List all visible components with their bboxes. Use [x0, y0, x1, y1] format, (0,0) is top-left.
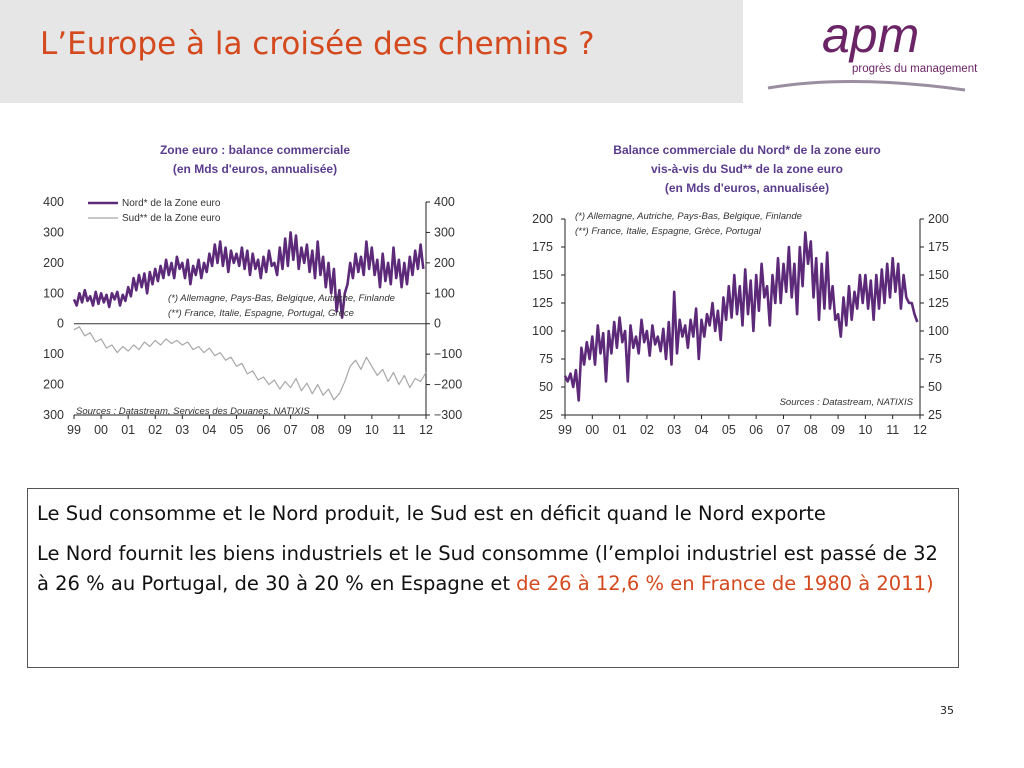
page-number: 35 [940, 704, 954, 717]
x-tick-label: 08 [803, 423, 818, 437]
y-tick-label-left: 50 [539, 380, 553, 394]
x-tick-label: 00 [94, 423, 109, 437]
text-box [27, 488, 959, 668]
y-tick-label-left: 400 [43, 195, 64, 209]
y-tick-label-left: 300 [43, 225, 64, 240]
y-tick-label-left: 75 [539, 352, 553, 366]
x-tick-label: 11 [392, 423, 406, 437]
series-line-2 [74, 327, 426, 400]
y-tick-label-right: 125 [928, 296, 949, 310]
logo-swoosh [768, 81, 965, 90]
y-tick-label-right: 400 [434, 195, 455, 209]
y-tick-label-right: 200 [928, 212, 949, 226]
paragraph-2-highlight: de 26 à 12,6 % en France de 1980 à 2011) [516, 572, 934, 595]
footnote-2: (**) France, Italie, Espagne, Portugal, Grèce [168, 308, 354, 319]
chart-title-line-1: Balance commerciale du Nord* de la zone euro [613, 143, 881, 157]
x-tick-label: 12 [419, 423, 433, 437]
y-tick-label-right: 75 [928, 352, 942, 366]
x-tick-label: 08 [310, 423, 325, 437]
footnote-2: (**) France, Italie, Espagne, Grèce, Portugal [575, 226, 761, 237]
chart-title-line-2: vis-à-vis du Sud** de la zone euro [650, 162, 844, 176]
x-tick-label: 07 [776, 423, 791, 437]
x-tick-label: 07 [283, 423, 298, 437]
x-tick-label: 99 [67, 423, 81, 437]
x-tick-label: 02 [148, 423, 163, 437]
paragraph-1: Le Sud consomme et le Nord produit, le Sud est en déficit quand le Nord exporte [37, 502, 826, 525]
y-tick-label-left: 100 [43, 347, 64, 362]
x-tick-label: 06 [256, 423, 271, 437]
y-tick-label-right: 300 [434, 225, 455, 240]
y-tick-label-left: 150 [532, 268, 553, 282]
x-tick-label: 01 [612, 423, 627, 437]
footnote-1: (*) Allemagne, Pays-Bas, Belgique, Autriche, Finlande [168, 293, 395, 304]
y-tick-label-left: 200 [532, 212, 553, 226]
chart-title-line-2: (en Mds d'euros, annualisée) [172, 162, 338, 176]
paragraph-2 [37, 539, 944, 599]
logo-wordmark: apm [822, 8, 920, 63]
apm-logo [760, 8, 1010, 98]
x-tick-label: 12 [913, 423, 927, 437]
logo-tagline: progrès du management [852, 63, 978, 75]
y-tick-label-left: 0 [57, 316, 64, 331]
y-tick-label-right: −100 [434, 347, 463, 362]
y-tick-label-right: 200 [434, 255, 455, 270]
x-tick-label: 10 [364, 423, 379, 437]
x-tick-label: 09 [831, 423, 846, 437]
x-tick-label: 06 [749, 423, 764, 437]
source-note: Sources : Datastream, Services des Douanes, NATIXIS [76, 406, 310, 417]
legend-label-1: Nord* de la Zone euro [122, 198, 221, 209]
y-tick-label-right: 100 [928, 324, 949, 338]
y-tick-label-left: 200 [43, 255, 64, 270]
x-tick-label: 05 [721, 423, 736, 437]
y-tick-label-right: 50 [928, 380, 942, 394]
y-tick-label-right: −300 [434, 408, 463, 422]
y-tick-label-right: 100 [434, 286, 455, 301]
x-tick-label: 03 [175, 423, 190, 437]
y-tick-label-right: 150 [928, 268, 949, 282]
footnote-1: (*) Allemagne, Autriche, Pays-Bas, Belgique, Finlande [575, 211, 802, 222]
chart-title-line-3: (en Mds d'euros, annualisée) [664, 181, 830, 195]
series-line-1 [74, 232, 423, 317]
slide-title: L’Europe à la croisée des chemins ? [40, 26, 595, 62]
y-tick-label-right: 175 [928, 240, 949, 254]
x-tick-label: 09 [337, 423, 352, 437]
y-tick-label-left: 125 [532, 296, 553, 310]
x-tick-label: 99 [558, 423, 572, 437]
x-tick-label: 04 [202, 423, 217, 437]
x-tick-label: 00 [585, 423, 600, 437]
series-line-1 [565, 232, 917, 400]
x-tick-label: 01 [121, 423, 136, 437]
x-tick-label: 04 [694, 423, 709, 437]
legend-label-2: Sud** de la Zone euro [122, 213, 221, 224]
y-tick-label-left: 100 [532, 324, 553, 338]
x-tick-label: 05 [229, 423, 244, 437]
x-tick-label: 02 [639, 423, 654, 437]
source-note: Sources : Datastream, NATIXIS [779, 397, 913, 408]
x-tick-label: 11 [886, 423, 900, 437]
paragraph-2-text: Le Nord fournit les biens industriels et le Sud consomme (l’emploi industriel est passé de 32 à 26 % au Portugal, de 30 à 20 % en Espagne et [37, 542, 938, 595]
y-tick-label-left: 300 [43, 408, 64, 422]
x-tick-label: 10 [858, 423, 873, 437]
y-tick-label-left: 25 [539, 408, 553, 422]
y-tick-label-right: −200 [434, 377, 463, 392]
chart-nord-vs-sud-balance [525, 138, 965, 448]
y-tick-label-left: 200 [43, 377, 64, 392]
y-tick-label-right: 25 [928, 408, 942, 422]
y-tick-label-left: 100 [43, 286, 64, 301]
y-tick-label-right: 0 [434, 316, 441, 331]
chart-zone-euro-balance [38, 138, 478, 448]
x-tick-label: 03 [667, 423, 682, 437]
chart-title-line-1: Zone euro : balance commerciale [159, 143, 351, 157]
y-tick-label-left: 175 [532, 240, 553, 254]
